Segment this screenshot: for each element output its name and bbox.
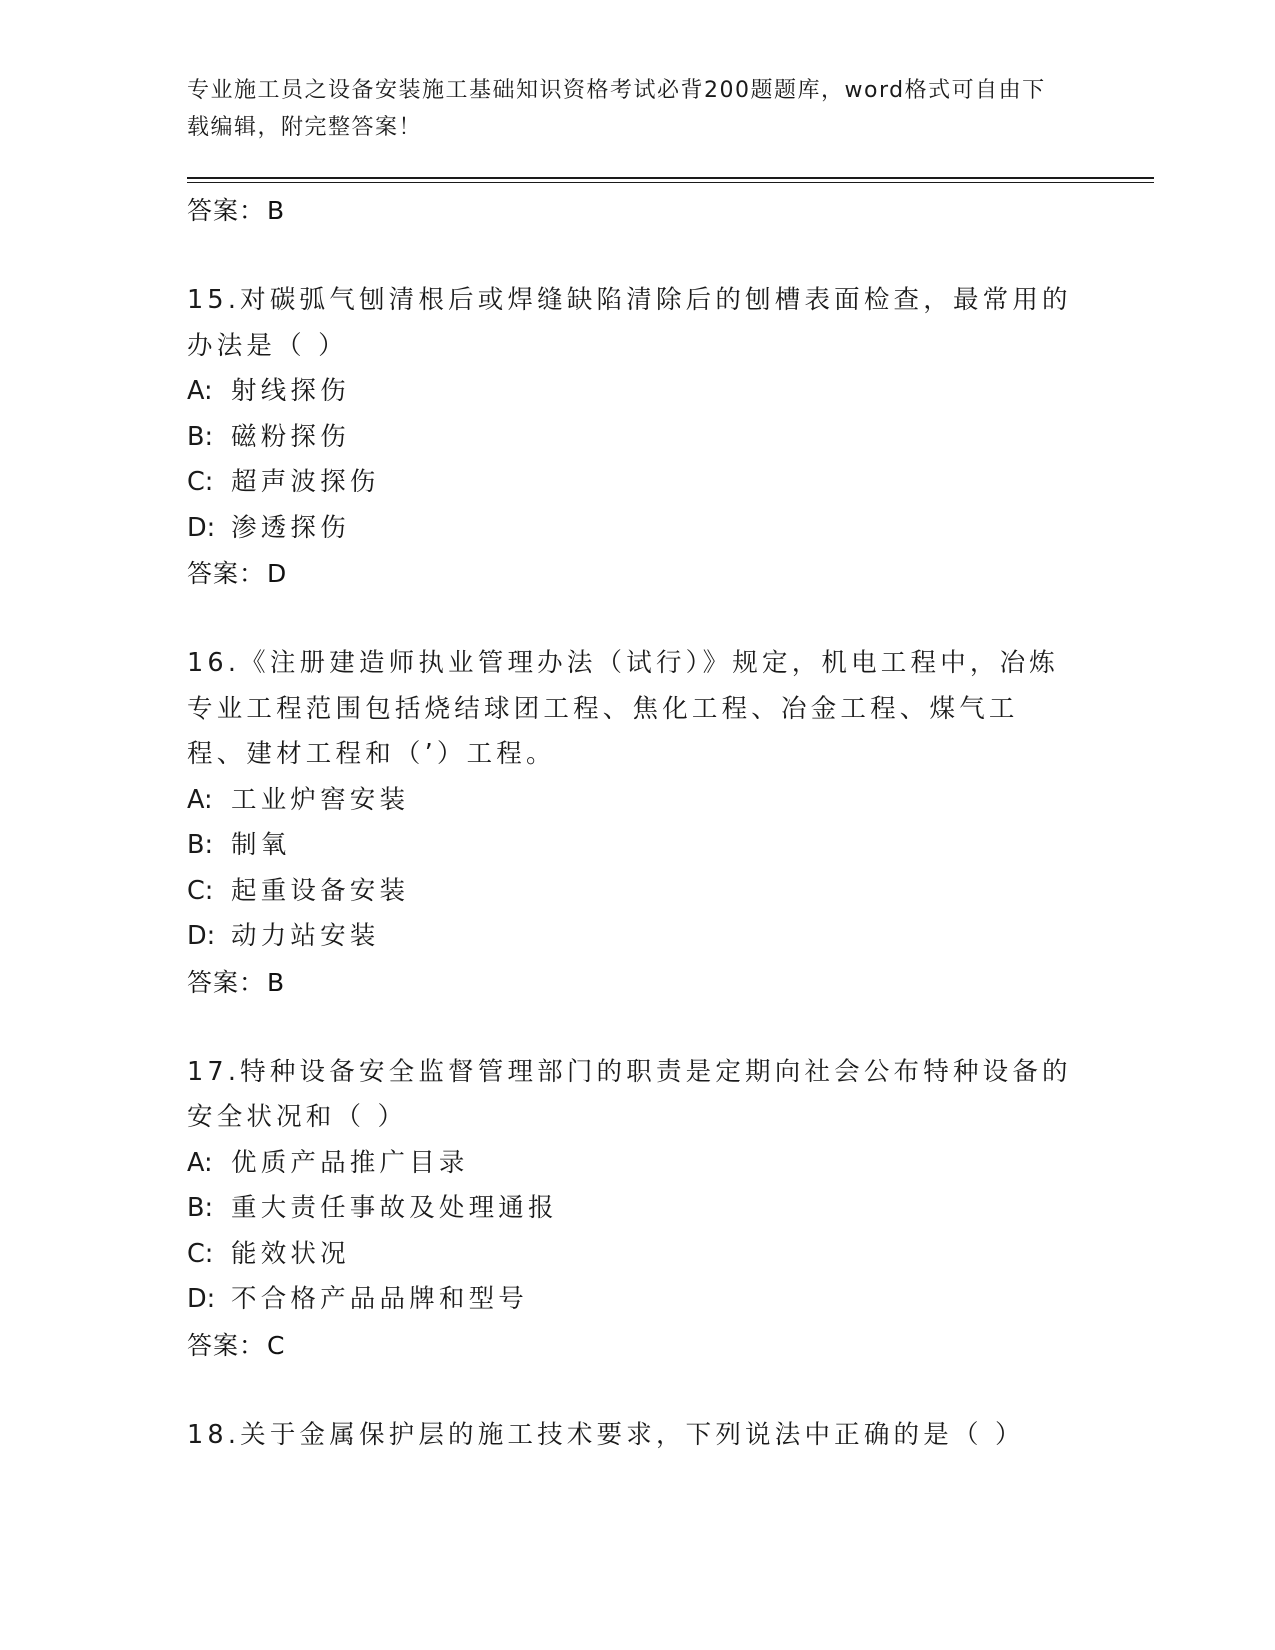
question-16-option-b — [187, 823, 1087, 869]
option-key: D: — [187, 921, 216, 951]
answer-value: C — [267, 1330, 286, 1360]
question-15-answer — [187, 551, 1087, 597]
question-17-option-b — [187, 1186, 1087, 1232]
answer-line — [187, 188, 1087, 234]
option-text: 渗透探伤 — [231, 512, 350, 543]
option-text: 超声波探伤 — [231, 467, 380, 497]
answer-label: 答案： — [187, 967, 266, 997]
question-17-option-a — [187, 1141, 1087, 1187]
option-text: 起重设备安装 — [231, 875, 410, 906]
option-key: B: — [187, 830, 214, 860]
question-15-stem: 15.对碳弧气刨清根后或焊缝缺陷清除后的刨槽表面检查，最常用的办法是（ ） — [187, 285, 1072, 361]
question-17-option-c — [187, 1232, 1087, 1278]
option-key: A: — [187, 1147, 213, 1178]
answer-value: B — [267, 196, 286, 225]
option-text: 工业炉窖安装 — [231, 784, 410, 815]
option-key: D: — [187, 1284, 216, 1314]
question-15-option-d — [187, 506, 1087, 552]
question-16-answer — [187, 960, 1087, 1006]
question-18-stem: 18.关于金属保护层的施工技术要求，下列说法中正确的是（ ） — [187, 1419, 1025, 1450]
answer-label: 答案： — [187, 196, 266, 225]
question-17-option-d — [187, 1277, 1087, 1323]
option-key: B: — [187, 421, 214, 452]
page-header: 专业施工员之设备安装施工基础知识资格考试必背200题题库，word格式可自由下载编辑，附完整答案！ — [187, 78, 1046, 140]
answer-label: 答案： — [187, 559, 266, 588]
option-text: 不合格产品品牌和型号 — [231, 1284, 529, 1314]
option-text: 制氧 — [231, 830, 291, 860]
option-key: C: — [187, 467, 214, 497]
question-15-option-c — [187, 460, 1087, 506]
option-key: D: — [187, 512, 216, 543]
answer-label: 答案： — [187, 1330, 266, 1360]
header-divider-thin — [187, 182, 1154, 183]
question-16-option-d — [187, 914, 1087, 960]
option-text: 射线探伤 — [231, 376, 350, 406]
question-16-stem: 16.《注册建造师执业管理办法（试行）》规定，机电工程中，冶炼专业工程范围包括烧结球团工程、焦化工程、冶金工程、煤气工程、建材工程和（’）工程。 — [187, 648, 1060, 769]
option-key: C: — [187, 875, 214, 906]
spacer — [187, 1369, 1087, 1413]
option-key: A: — [187, 376, 213, 406]
answer-value: D — [267, 559, 288, 588]
option-key: A: — [187, 784, 213, 815]
question-16-option-c — [187, 869, 1087, 915]
question-15-option-b — [187, 415, 1087, 461]
option-text: 能效状况 — [231, 1238, 350, 1269]
answer-value: B — [267, 967, 286, 997]
option-text: 磁粉探伤 — [231, 421, 350, 452]
question-16-option-a — [187, 778, 1087, 824]
question-15-option-a — [187, 369, 1087, 415]
spacer — [187, 597, 1087, 641]
option-text: 优质产品推广目录 — [231, 1147, 469, 1178]
option-text: 重大责任事故及处理通报 — [231, 1193, 558, 1223]
header-divider-thick — [187, 177, 1154, 179]
option-text: 动力站安装 — [231, 921, 380, 951]
spacer — [187, 234, 1087, 278]
option-key: C: — [187, 1238, 214, 1269]
option-key: B: — [187, 1193, 214, 1223]
spacer — [187, 1006, 1087, 1050]
question-list — [187, 188, 1087, 1458]
question-17-answer — [187, 1323, 1087, 1369]
question-17-stem: 17.特种设备安全监督管理部门的职责是定期向社会公布特种设备的安全状况和（ ） — [187, 1056, 1072, 1132]
